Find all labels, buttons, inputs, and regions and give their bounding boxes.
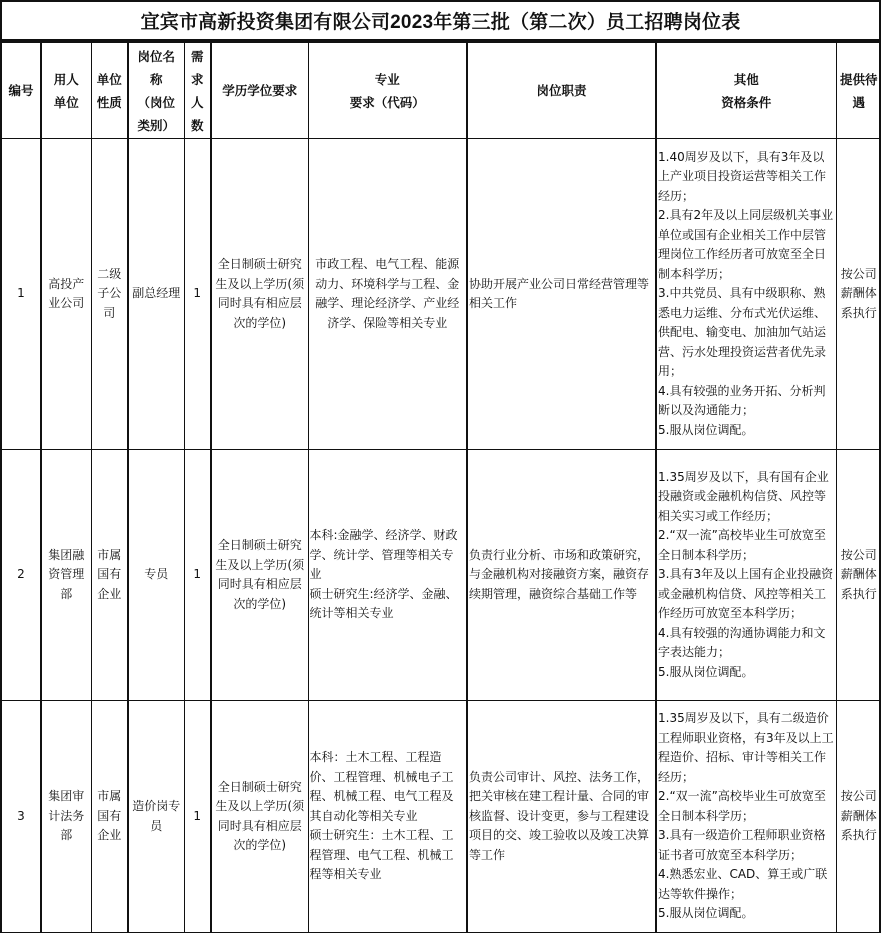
requirement-item: 2.“双一流”高校毕业生可放宽至全日制本科学历； — [658, 528, 826, 562]
requirement-item: 5.服从岗位调配。 — [658, 422, 754, 437]
cell-post: 副总经理 — [128, 139, 184, 450]
cell-other — [656, 139, 836, 450]
col-header-nature: 单位 性质 — [91, 43, 128, 139]
cell-nature: 二级子公司 — [91, 139, 128, 450]
requirement-item: 4.具有较强的沟通协调能力和文字表达能力； — [658, 625, 826, 660]
col-header-post: 岗位名 称 （岗位 类别） — [128, 43, 184, 139]
requirement-item: 2.具有2年及以上同层级机关事业单位或国有企业相关工作中层管理岗位工作经历者可放宽至全日制本科学历； — [658, 208, 834, 281]
col-header-no: 编号 — [2, 43, 41, 139]
requirement-item: 1.35周岁及以下，具有国有企业投融资或金融机构信贷、风控等相关实习或工作经历； — [658, 469, 829, 523]
cell-duty: 负责公司审计、风控、法务工作，把关审核在建工程计量、合同的审核监督、设计变更，参与工程建设项目的交、竣工验收以及竣工决算等工作 — [467, 701, 656, 933]
col-header-education: 学历学位要求 — [211, 43, 308, 139]
col-header-count: 需 求 人 数 — [184, 43, 211, 139]
requirement-item: 2.“双一流”高校毕业生可放宽至全日制本科学历； — [658, 789, 826, 823]
cell-count: 1 — [184, 701, 211, 933]
requirement-item: 5.服从岗位调配。 — [658, 664, 754, 679]
col-header-duty: 岗位职责 — [467, 43, 656, 139]
major-undergrad: 本科：土木工程、工程造价、工程管理、机械电子工程、机械工程、电气工程及其自动化等相关专业 — [309, 750, 454, 823]
col-header-other: 其他 资格条件 — [656, 43, 836, 139]
cell-benefit: 按公司薪酬体系执行 — [836, 139, 881, 450]
cell-post: 造价岗专员 — [128, 701, 184, 933]
cell-benefit: 按公司薪酬体系执行 — [836, 450, 881, 701]
requirement-item: 5.服从岗位调配。 — [658, 906, 754, 921]
cell-other — [656, 450, 836, 701]
col-header-major: 专业 要求（代码） — [308, 43, 467, 139]
cell-other — [656, 701, 836, 933]
requirement-item: 3.具有一级造价工程师职业资格证书者可放宽至本科学历； — [658, 828, 826, 862]
cell-benefit: 按公司薪酬体系执行 — [836, 701, 881, 933]
requirement-item: 1.35周岁及以下，具有二级造价工程师职业资格，有3年及以上工程造价、招标、审计等相关工作经历； — [658, 711, 834, 784]
cell-duty: 协助开展产业公司日常经营管理等相关工作 — [467, 139, 656, 450]
cell-nature: 市属国有企业 — [91, 701, 128, 933]
requirement-item: 3.具有3年及以上国有企业投融资或金融机构信贷、风控等相关工作经历可放宽至本科学历； — [658, 567, 834, 621]
cell-education: 全日制硕士研究生及以上学历(须同时具有相应层次的学位) — [211, 701, 308, 933]
cell-count: 1 — [184, 139, 211, 450]
cell-major: 市政工程、电气工程、能源动力、环境科学与工程、金融学、理论经济学、产业经济学、保险等相关专业 — [308, 139, 467, 450]
requirement-item: 4.熟悉宏业、CAD、算王或广联达等软件操作； — [658, 867, 828, 901]
header-row — [2, 43, 881, 139]
cell-employer: 高投产业公司 — [41, 139, 91, 450]
table-row — [2, 450, 881, 701]
table-row — [2, 701, 881, 933]
cell-employer: 集团审计法务部 — [41, 701, 91, 933]
cell-no: 1 — [2, 139, 41, 450]
cell-major — [308, 701, 467, 933]
cell-employer: 集团融资管理部 — [41, 450, 91, 701]
cell-count: 1 — [184, 450, 211, 701]
cell-no: 2 — [2, 450, 41, 701]
cell-major — [308, 450, 467, 701]
positions-table — [2, 42, 881, 933]
page-title: 宜宾市高新投资集团有限公司2023年第三批（第二次）员工招聘岗位表 — [2, 0, 879, 42]
major-undergrad: 本科:金融学、经济学、财政学、统计学、管理等相关专业 — [309, 528, 458, 582]
cell-post: 专员 — [128, 450, 184, 701]
cell-education: 全日制硕士研究生及以上学历(须同时具有相应层次的学位) — [211, 139, 308, 450]
requirement-item: 3.中共党员、具有中级职称、熟悉电力运维、分布式光伏运维、供配电、输变电、加油加气站运营、污水处理投资运营者优先录用； — [658, 286, 827, 379]
requirement-item: 1.40周岁及以下，具有3年及以上产业项目投资运营等相关工作经历； — [658, 149, 827, 203]
cell-no: 3 — [2, 701, 41, 933]
major-master: 硕士研究生:经济学、金融、统计等相关专业 — [309, 586, 458, 621]
cell-nature: 市属国有企业 — [91, 450, 128, 701]
requirement-item: 4.具有较强的业务开拓、分析判断以及沟通能力； — [658, 383, 826, 418]
major-master: 硕士研究生：土木工程、工程管理、电气工程、机械工程等相关专业 — [309, 828, 454, 882]
table-row — [2, 139, 881, 450]
col-header-benefit: 提供待 遇 — [836, 43, 881, 139]
cell-education: 全日制硕士研究生及以上学历(须同时具有相应层次的学位) — [211, 450, 308, 701]
col-header-employer: 用人 单位 — [41, 43, 91, 139]
cell-duty: 负责行业分析、市场和政策研究，与金融机构对接融资方案，融资存续期管理，融资综合基础工作等 — [467, 450, 656, 701]
